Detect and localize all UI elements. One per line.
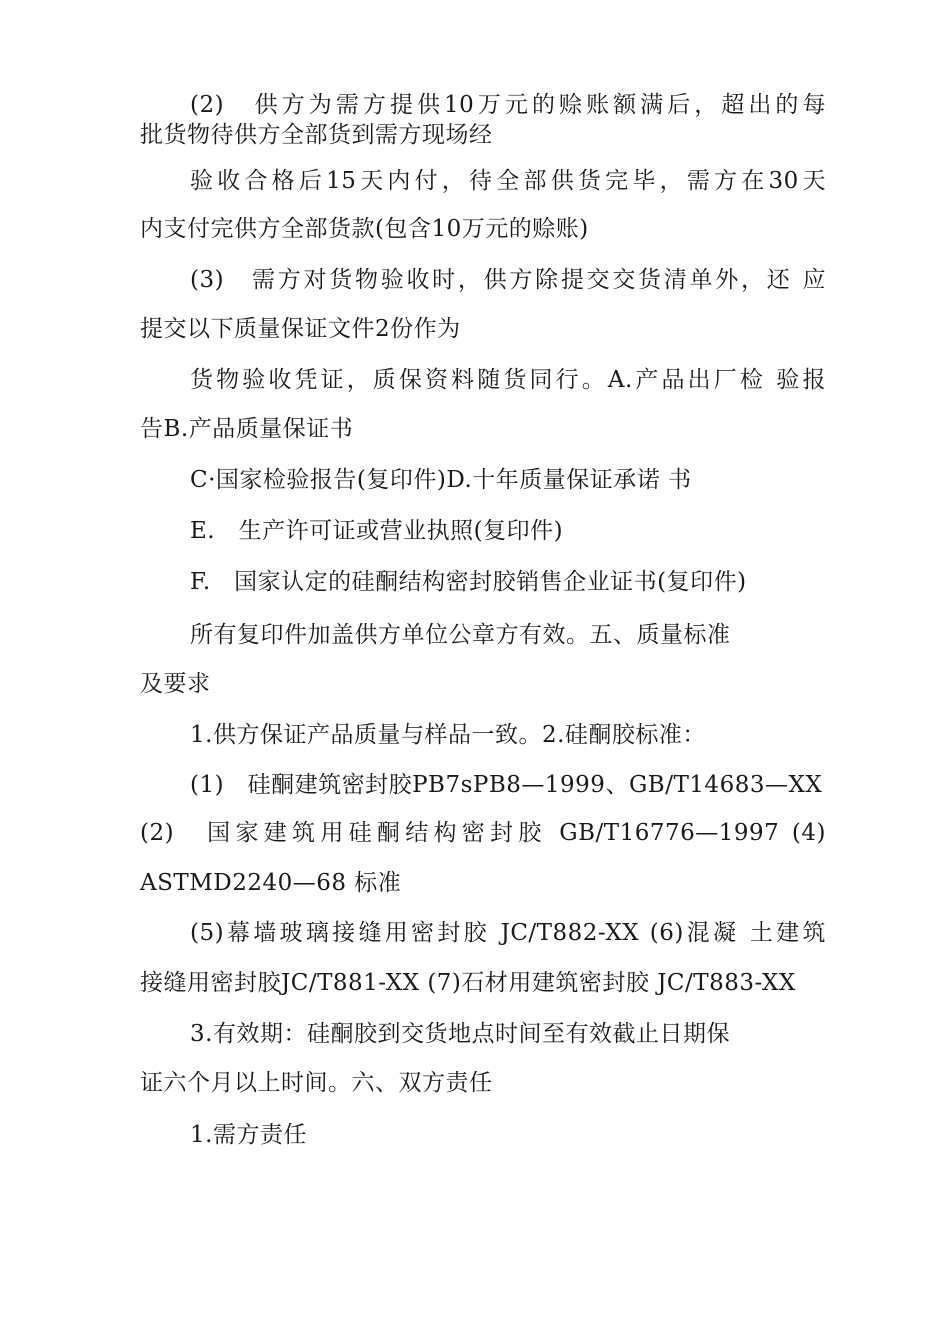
paragraph-line: E. 生产许可证或营业执照(复印件) xyxy=(190,518,564,544)
paragraph-line: 批货物待供方全部货到需方现场经 xyxy=(140,122,493,148)
paragraph-line: 3.有效期：硅酮胶到交货地点时间至有效截止日期保 xyxy=(190,1021,730,1047)
paragraph-line: (2) 国家建筑用硅酮结构密封胶 GB/T16776—1997 (4) xyxy=(140,820,826,846)
paragraph-line: (2) 供方为需方提供10万元的赊账额满后，超出的每 xyxy=(190,92,826,118)
paragraph-line: 货物验收凭证，质保资料随货同行。A.产品出厂检 验报 xyxy=(190,367,826,393)
paragraph-line: ASTMD2240—68 标准 xyxy=(140,870,402,896)
paragraph-line: 提交以下质量保证文件2份作为 xyxy=(140,316,461,342)
paragraph-line: 所有复印件加盖供方单位公章方有效。五、质量标准 xyxy=(190,622,731,648)
paragraph-line: 内支付完供方全部货款(包含10万元的赊账) xyxy=(140,216,589,242)
paragraph-line: F. 国家认定的硅酮结构密封胶销售企业证书(复印件) xyxy=(190,569,747,595)
paragraph-line: C·国家检验报告(复印件)D.十年质量保证承诺 书 xyxy=(190,467,692,493)
paragraph-line: (3) 需方对货物验收时，供方除提交交货清单外，还 应 xyxy=(190,267,826,293)
paragraph-line: (1) 硅酮建筑密封胶PB7sPB8—1999、GB/T14683—XX xyxy=(190,772,823,798)
paragraph-line: 1.需方责任 xyxy=(190,1122,307,1148)
paragraph-line: (5)幕墙玻璃接缝用密封胶 JC/T882-XX (6)混凝 土建筑 xyxy=(190,920,826,946)
paragraph-line: 及要求 xyxy=(140,671,211,697)
paragraph-line: 接缝用密封胶JC/T881-XX (7)石材用建筑密封胶 JC/T883-XX xyxy=(140,970,796,996)
paragraph-line: 1.供方保证产品质量与样品一致。2.硅酮胶标准： xyxy=(190,722,706,748)
paragraph-line: 告B.产品质量保证书 xyxy=(140,416,354,442)
paragraph-line: 证六个月以上时间。六、双方责任 xyxy=(140,1070,493,1096)
paragraph-line: 验收合格后15天内付，待全部供货完毕，需方在30天 xyxy=(190,168,826,194)
